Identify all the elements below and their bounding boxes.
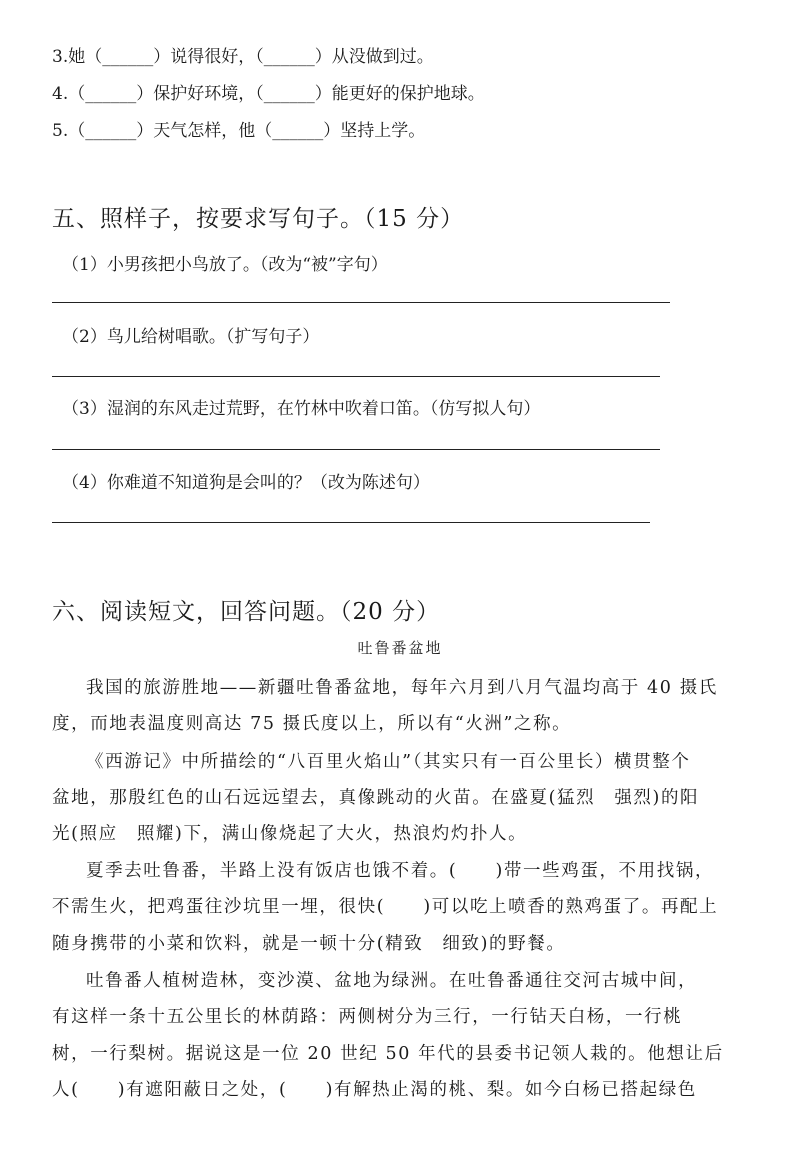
question-4: （4）你难道不知道狗是会叫的？（改为陈述句） xyxy=(62,473,430,493)
section6-heading: 六、阅读短文，回答问题。（20 分） xyxy=(52,599,441,625)
passage-line: 人( )有遮阳蔽日之处，( )有解热止渴的桃、梨。如今白杨已搭起绿色 xyxy=(52,1080,697,1100)
question-1: （1）小男孩把小鸟放了。（改为“被”字句） xyxy=(62,255,388,275)
passage-line: 夏季去吐鲁番，半路上没有饭店也饿不着。( )带一些鸡蛋，不用找锅， xyxy=(86,861,715,881)
passage-line: 度，而地表温度则高达 75 摄氏度以上，所以有“火洲”之称。 xyxy=(52,714,572,734)
fill-blank-4: 4.（______）保护好环境，（______）能更好的保护地球。 xyxy=(52,84,485,104)
answer-line-1 xyxy=(52,302,670,303)
passage-line: 随身携带的小菜和饮料，就是一顿十分(精致 细致)的野餐。 xyxy=(52,934,566,954)
question-3: （3）湿润的东风走过荒野，在竹林中吹着口笛。（仿写拟人句） xyxy=(62,399,541,419)
section5-heading: 五、照样子，按要求写句子。（15 分） xyxy=(52,206,465,232)
passage-line: 吐鲁番人植树造林，变沙漠、盆地为绿洲。在吐鲁番通往交河古城中间， xyxy=(86,971,698,991)
fill-blank-5: 5.（______）天气怎样，他（______）坚持上学。 xyxy=(52,121,426,141)
question-2: （2）鸟儿给树唱歌。（扩写句子） xyxy=(62,327,320,347)
passage-line: 光(照应 照耀)下，满山像烧起了大火，热浪灼灼扑人。 xyxy=(52,824,528,844)
passage-line: 我国的旅游胜地——新疆吐鲁番盆地，每年六月到八月气温均高于 40 摄氏 xyxy=(86,678,718,698)
passage-line: 树，一行梨树。据说这是一位 20 世纪 50 年代的县委书记领人栽的。他想让后 xyxy=(52,1044,724,1064)
answer-line-3 xyxy=(52,449,660,450)
fill-blank-3: 3.她（______）说得很好，（______）从没做到过。 xyxy=(52,47,434,67)
answer-line-4 xyxy=(52,522,650,523)
passage-line: 《西游记》中所描绘的“八百里火焰山”（其实只有一百公里长）横贯整个 xyxy=(86,752,691,772)
answer-line-2 xyxy=(52,376,660,377)
passage-line: 不需生火，把鸡蛋往沙坑里一埋，很快( )可以吃上喷香的熟鸡蛋了。再配上 xyxy=(52,897,719,917)
passage-line: 有这样一条十五公里长的林荫路：两侧树分为三行，一行钻天白杨，一行桃 xyxy=(52,1007,683,1027)
passage-title: 吐鲁番盆地 xyxy=(357,639,443,657)
passage-line: 盆地，那殷红色的山石远远望去，真像跳动的火苗。在盛夏(猛烈 强烈)的阳 xyxy=(52,788,700,808)
